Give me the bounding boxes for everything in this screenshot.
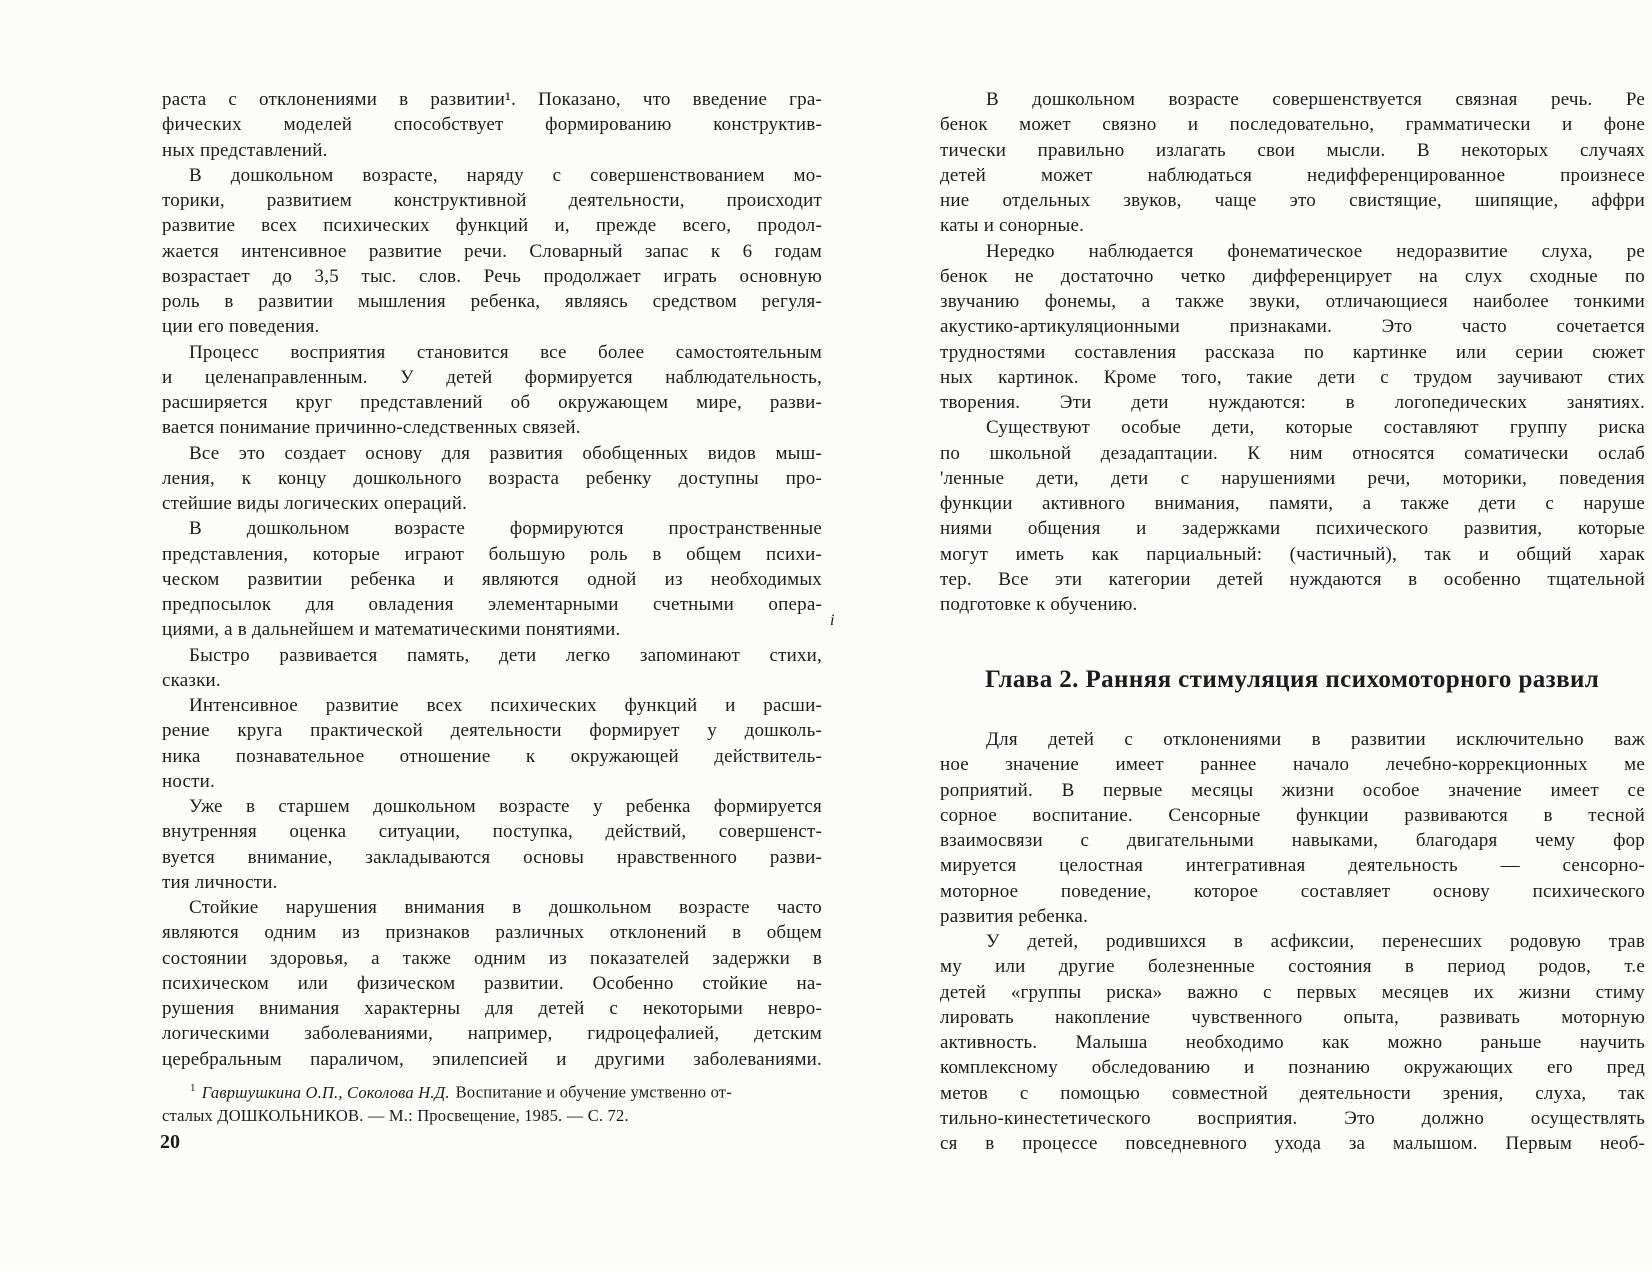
stray-italic-mark: i <box>830 612 835 629</box>
text-line: лировать накопление чувственного опыта, развивать моторную <box>940 1006 1645 1028</box>
text-line: церебральным параличом, эпилепсией и другими заболеваниями. <box>162 1048 822 1070</box>
text-line: тер. Все эти категории детей нуждаются в особенно тщательной <box>940 568 1645 590</box>
text-line: ческом развитии ребенка и являются одной из необходимых <box>162 568 822 590</box>
text-line: мируется целостная интегративная деятельность — сенсорно- <box>940 855 1645 877</box>
text-line: представления, которые играют большую роль в общем психи- <box>162 543 822 565</box>
text-line: Стойкие нарушения внимания в дошкольном возрасте часто <box>189 897 822 918</box>
text-line: психическом или физическом развитии. Особенно стойкие на- <box>162 972 822 994</box>
footnote <box>162 1077 822 1127</box>
text-line: функции активного внимания, памяти, а также дети с наруше <box>940 493 1645 514</box>
text-line: роль в развитии мышления ребенка, являясь средством регуля- <box>162 291 822 312</box>
text-line: Интенсивное развитие всех психических функций и расши- <box>189 695 822 716</box>
text-line: рушения внимания характерны для детей с некоторыми невро- <box>162 998 822 1019</box>
text-line: логическими заболеваниями, например, гидроцефалией, детским <box>162 1023 822 1045</box>
text-line: циями, а в дальнейшем и математическими понятиями. <box>162 619 621 641</box>
text-line: взаимосвязи с двигательными навыками, благодаря чему фор <box>940 830 1645 851</box>
text-line: и целенаправленным. У детей формируется наблюдательность, <box>162 366 822 388</box>
text-line: звучанию фонемы, а также звуки, отличающиеся наиболее тонкими <box>940 291 1645 312</box>
chapter-heading: Глава 2. Ранняя стимуляция психомоторного развил <box>985 666 1600 693</box>
text-line: метов с помощью совместной деятельности зрения, слуха, так <box>940 1082 1645 1104</box>
right-page-text-bottom <box>940 727 1645 1156</box>
text-line: детей «группы риска» важно с первых месяцев их жизни стиму <box>940 981 1645 1003</box>
text-line: рение круга практической деятельности формирует у дошколь- <box>162 720 822 742</box>
text-line: фических моделей способствует формированию конструктив- <box>162 114 822 136</box>
text-line: Уже в старшем дошкольном возрасте у ребенка формируется <box>189 796 822 817</box>
text-line: В дошкольном возрасте совершенствуется связная речь. Ре <box>986 89 1645 110</box>
text-line: Все это создает основу для развития обобщенных видов мыш- <box>189 442 822 464</box>
footnote-line-1 <box>162 1077 822 1104</box>
text-line: Для детей с отклонениями в развитии исключительно важ <box>986 729 1645 750</box>
text-line: сорное воспитание. Сенсорные функции развиваются в тесной <box>940 804 1645 826</box>
text-line: ности. <box>162 770 215 792</box>
text-line: роприятий. В первые месяцы жизни особое значение имеет се <box>940 779 1645 801</box>
text-line: подготовке к обучению. <box>940 594 1138 615</box>
text-line: по школьной дезадаптации. К ним относятся соматически ослаб <box>940 442 1645 464</box>
text-line: бенок не достаточно четко дифференцирует на слух сходные по <box>940 265 1645 287</box>
text-line: ных представлений. <box>162 139 328 161</box>
text-line: развития ребенка. <box>940 905 1089 927</box>
text-line: раста с отклонениями в развитии¹. Показано, что введение гра- <box>162 89 822 110</box>
text-line: торики, развитием конструктивной деятельности, происходит <box>162 190 822 211</box>
text-line: внутренняя оценка ситуации, поступка, действий, совершенст- <box>162 821 822 843</box>
text-line: му или другие болезненные состояния в период родов, т.е <box>940 956 1645 978</box>
text-line: тильно-кинестетического восприятия. Это должно осуществлять <box>940 1107 1645 1129</box>
text-line: сказки. <box>162 669 221 691</box>
text-line: могут иметь как парциальный: (частичный), так и общий харак <box>940 543 1645 565</box>
text-line: комплексному обследованию и познанию окружающих его пред <box>940 1057 1645 1079</box>
text-line: ниями общения и задержками психического развития, которые <box>940 518 1645 540</box>
text-line: являются одним из признаков различных отклонений в общем <box>162 922 822 944</box>
text-line: вается понимание причинно-следственных связей. <box>162 417 581 439</box>
footnote-line-2: сталых ДОШКОЛЬНИКОВ. — М.: Просвещение, 1985. — С. 72. <box>162 1105 629 1125</box>
text-line: стейшие виды логических операций. <box>162 493 468 514</box>
text-line: Процесс восприятия становится все более самостоятельным <box>189 341 822 363</box>
text-line: развитие всех психических функций и, прежде всего, продол- <box>162 215 822 237</box>
left-page-text <box>162 87 822 1072</box>
text-line: ся в процессе повседневного ухода за малышом. Первым необ- <box>940 1133 1645 1154</box>
text-line: ления, к концу дошкольного возраста ребенку доступны про- <box>162 467 822 489</box>
text-line: каты и сонорные. <box>940 215 1085 237</box>
text-line: трудностями составления рассказа по картинке или серии сюжет <box>940 341 1645 363</box>
text-line: вуется внимание, закладываются основы нравственного разви- <box>162 846 822 868</box>
text-line: У детей, родившихся в асфиксии, перенесших родовую трав <box>986 931 1645 952</box>
text-line: Нередко наблюдается фонематическое недоразвитие слуха, ре <box>986 240 1645 262</box>
text-line: предпосылок для овладения элементарными счетными опера- <box>162 594 822 615</box>
text-line: активность. Малыша необходимо как можно раньше научить <box>940 1032 1645 1053</box>
text-line: ное значение имеет раннее начало лечебно-коррекционных ме <box>940 754 1645 776</box>
text-line: жается интенсивное развитие речи. Словарный запас к 6 годам <box>162 240 822 262</box>
text-line: В дошкольном возрасте формируются пространственные <box>189 518 822 540</box>
footnote-marker: 1 <box>190 1082 196 1094</box>
text-line: тия личности. <box>162 871 278 893</box>
page-number: 20 <box>160 1131 180 1153</box>
text-line: Быстро развивается память, дети легко запоминают стихи, <box>189 644 822 666</box>
right-page-text-top <box>940 87 1645 617</box>
text-line: ных картинок. Кроме того, такие дети с трудом заучивают стих <box>940 366 1645 388</box>
footnote-text: Воспитание и обучение умственно от- <box>455 1082 732 1102</box>
text-line: состоянии здоровья, а также одним из показателей задержки в <box>162 947 822 969</box>
text-line: акустико-артикуляционными признаками. Это часто сочетается <box>940 316 1645 338</box>
text-line: тически правильно излагать свои мысли. В некоторых случаях <box>940 139 1645 161</box>
text-line: творения. Эти дети нуждаются: в логопедических занятиях. <box>940 392 1645 413</box>
text-line: ции его поведения. <box>162 316 320 338</box>
footnote-authors: Гавршушкина О.П., Соколова Н.Д. <box>201 1082 450 1102</box>
text-line: ние отдельных звуков, чаще это свистящие, шипящие, аффри <box>940 190 1645 211</box>
text-line: возрастает до 3,5 тыс. слов. Речь продолжает играть основную <box>162 265 822 287</box>
text-line: 'ленные дети, дети с нарушениями речи, моторики, поведения <box>940 467 1645 489</box>
text-line: детей может наблюдаться недифференцированное произнесе <box>940 164 1645 186</box>
text-line: Существуют особые дети, которые составляют группу риска <box>986 417 1645 439</box>
text-line: расширяется круг представлений об окружающем мире, разви- <box>162 392 822 413</box>
text-line: ника познавательное отношение к окружающей действитель- <box>162 745 822 767</box>
text-line: В дошкольном возрасте, наряду с совершенствованием мо- <box>189 164 822 186</box>
text-line: моторное поведение, которое составляет основу психического <box>940 880 1645 902</box>
text-line: бенок может связно и последовательно, грамматически и фоне <box>940 114 1645 136</box>
